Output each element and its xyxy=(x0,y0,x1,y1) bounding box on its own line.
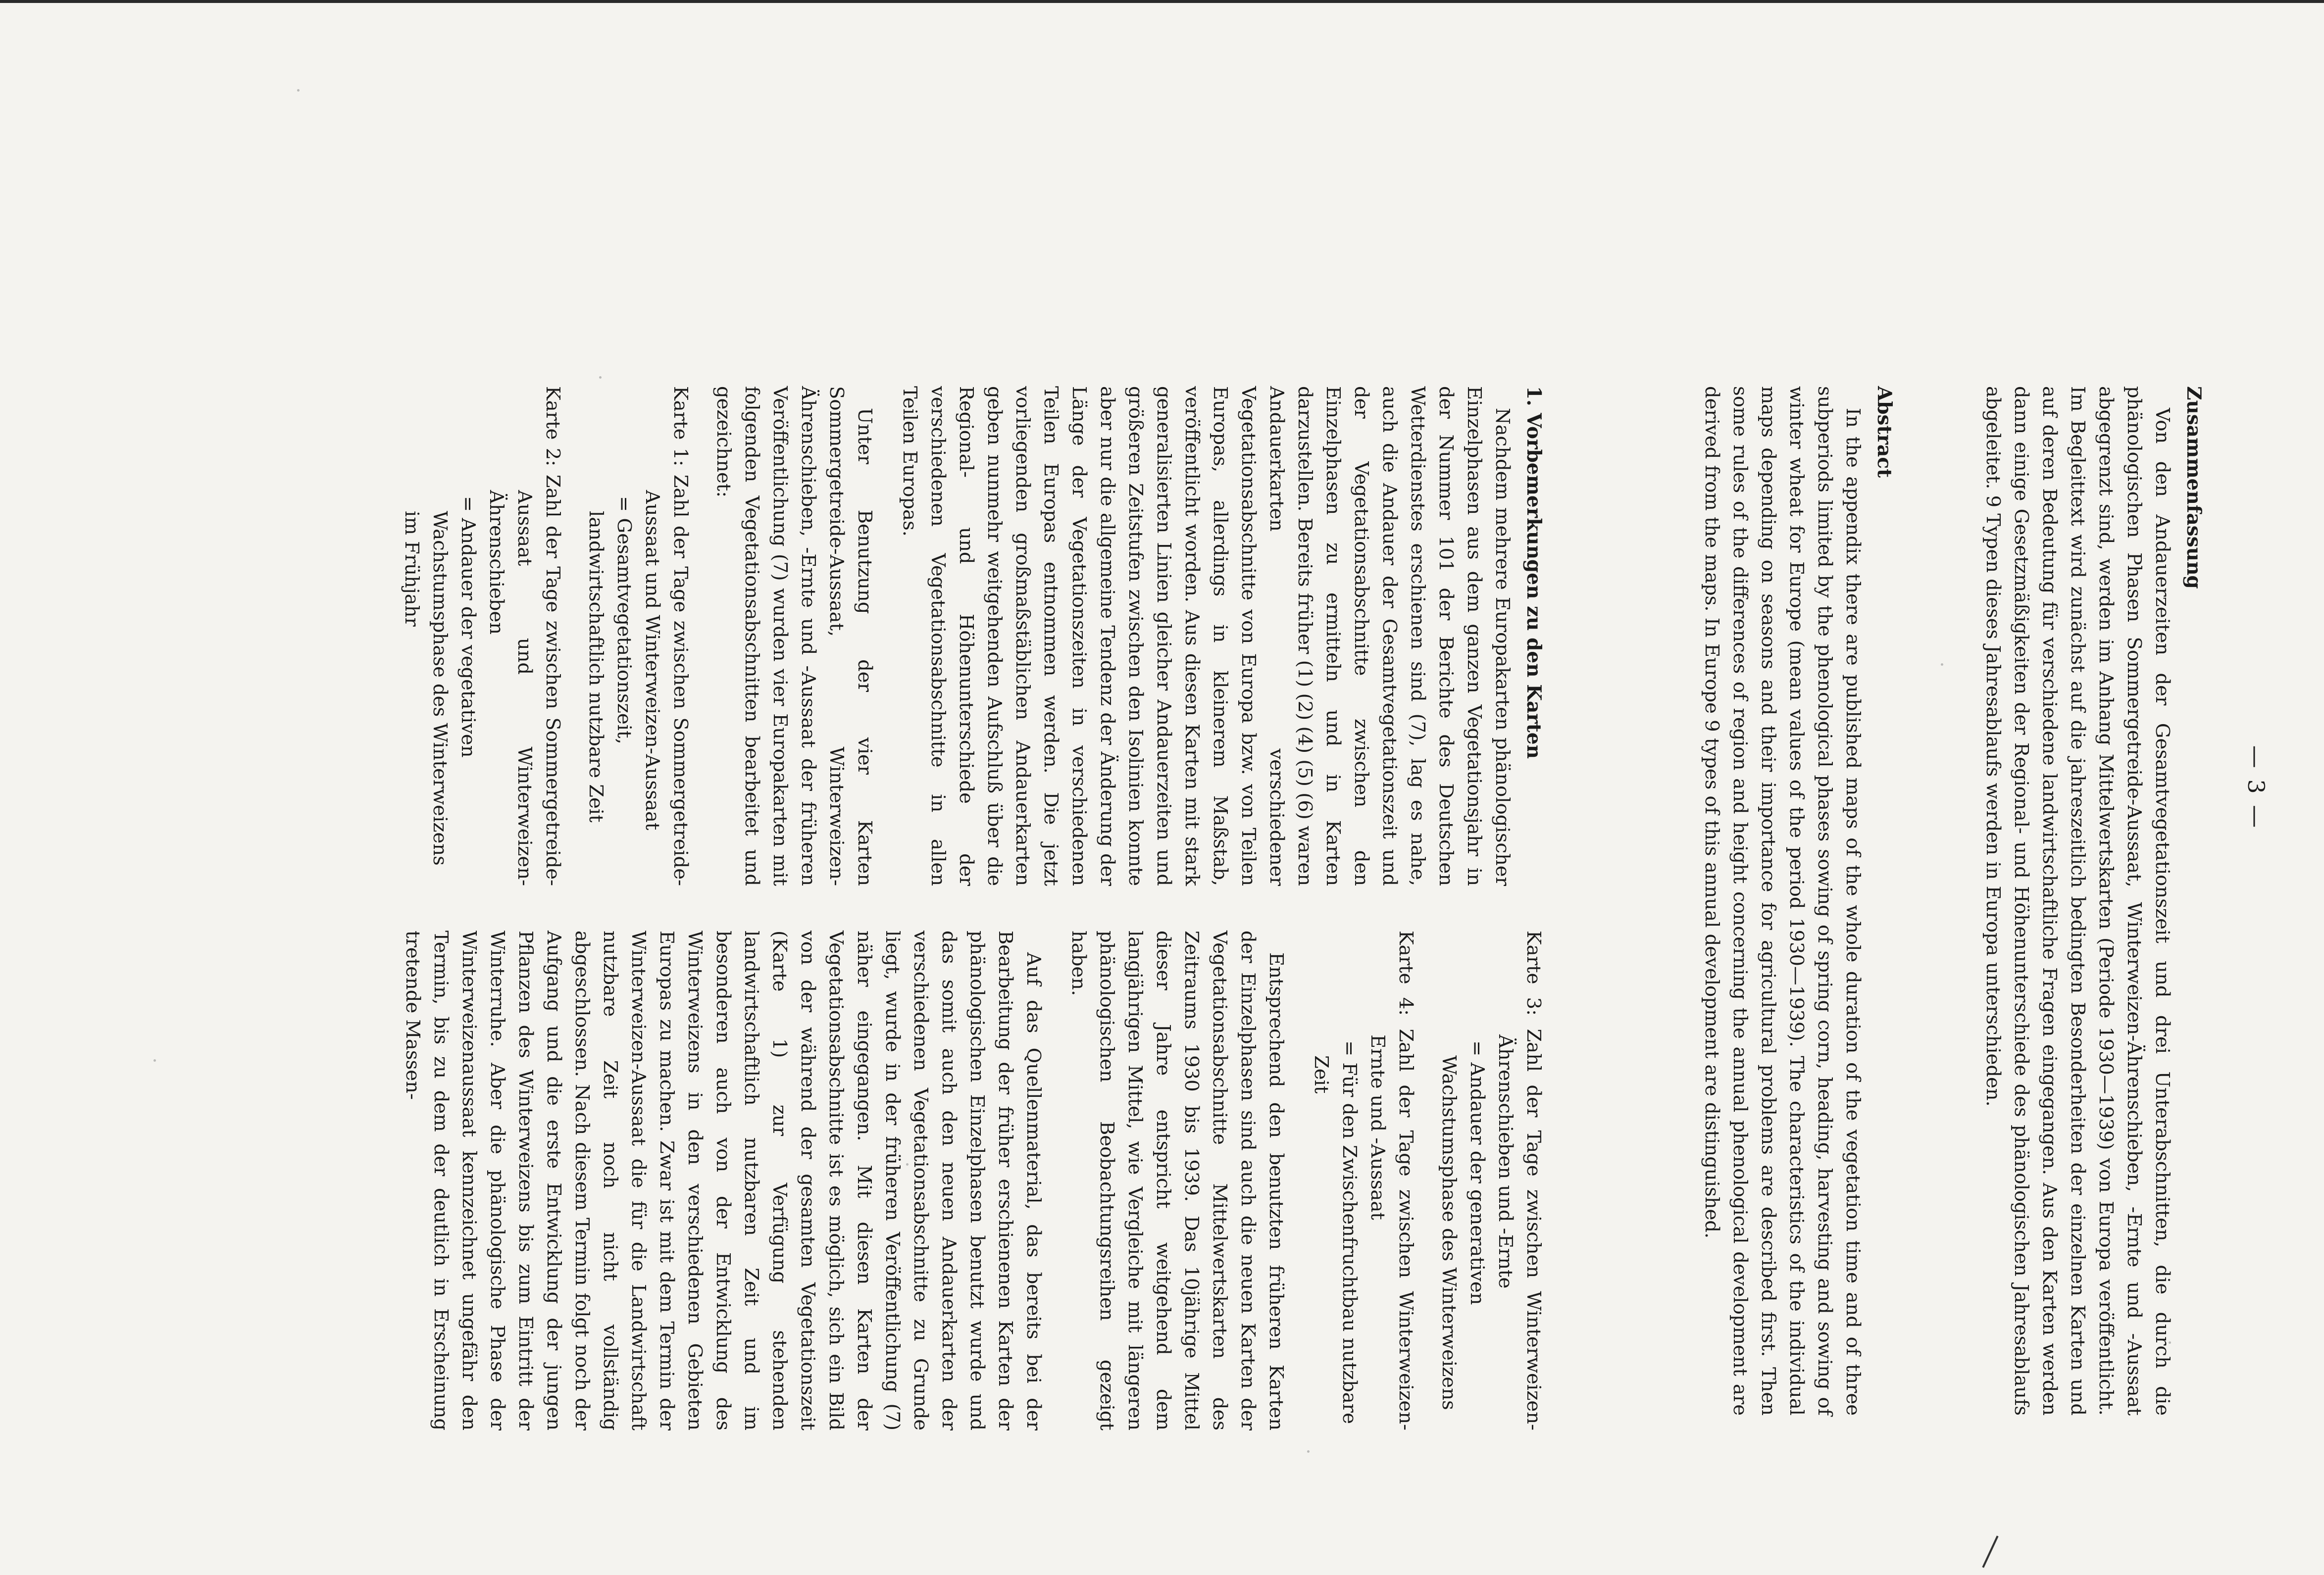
section-heading: 1. Vorbemerkungen zu den Karten xyxy=(1522,386,1545,759)
page-number: — 3 — xyxy=(2243,745,2270,830)
abstract-text: In the appendix there are published maps of the whole duration of the vegetation time and of three subperiods limited by the phenological phases sowing of spring corn, heading, harvesting and sowing of winter wheat for Europe (mean values of the period 1930—1939). The characteristics of the individual maps depending on seasons and their importance for agricultural problems are described first. Then some rules of the differences of region and height concerning the annual phenological development are derived from the maps. In Europe 9 types of this annual development are distinguished. xyxy=(1701,386,1864,1416)
right-column xyxy=(399,931,1548,1430)
abstract-section xyxy=(1698,386,1898,1416)
paragraph: Nachdem mehrere Europakarten phänologischer Einzelphasen aus dem ganzen Vegetationsjahr in der Nummer 101 der Berichte des Deutschen Wetterdienstes erschienen sind (7), lag es nahe, auch die Andauer der Gesamtvegetationszeit und der Vegetationsabschnitte zwischen den Einzelphasen zu ermitteln und in Karten darzustellen. Bereits früher (1) (2) (4) (5) (6) waren Andauerkarten verschiedener Vegetationsabschnitte von Europa bzw. von Teilen Europas, allerdings in kleinerem Maßstab, veröffentlicht worden. Aus diesen Karten mit stark generalisierten Linien gleicher Andauerzeiten und größeren Zeitstufen zwischen den Isolinien konnte aber nur die allgemeine Tendenz der Änderung der Länge der Vegetationszeiten in verschiedenen Teilen Europas entnommen werden. Die jetzt vorliegenden großmaßstäblichen Andauerkarten geben nunmehr weitgehenden Aufschluß über die Regional- und Höhenunterschiede der verschiedenen Vegetationsabschnitte in allen Teilen Europas. xyxy=(899,386,1514,886)
zusammenfassung-heading: Zusammenfassung xyxy=(2182,386,2205,589)
karte-2-entry xyxy=(398,386,567,886)
karte-3-title: Karte 3: Zahl der Tage zwischen Winterweizen-Ährenschieben und -Ernte xyxy=(1494,931,1545,1430)
karte-2-description: = Andauer der vegetativen Wachstumsphase des Winterweizens im Frühjahr xyxy=(401,496,479,866)
karte-1-title: Karte 1: Zahl der Tage zwischen Sommergetreide-Aussaat und Winterweizen-Aussaat xyxy=(641,386,692,886)
karte-4-title: Karte 4: Zahl der Tage zwischen Winterweizen-Ernte und -Aussaat xyxy=(1366,931,1417,1430)
karte-3-entry xyxy=(1435,931,1548,1430)
karte-4-description: = Für den Zwischenfruchtbau nutzbare Zeit xyxy=(1310,1040,1361,1424)
zusammenfassung-text: Von den Andauerzeiten der Gesamtvegetationszeit und drei Unterabschnitten, die durch die phänologischen Phasen Sommergetreide-Aussaat, Winterweizen-Ährenschieben, -Ernte und -Aussaat abgegrenzt sind, werden im Anhang Mittelwertskarten (Periode 1930—1939) von Europa veröffentlicht. Im Begleittext wird zunächst auf die jahreszeitlich bedingten Besonderheiten der einzelnen Karten und auf deren Bedeutung für verschiedene landwirtschaftliche Fragen eingegangen. Aus den Karten werden dann einige Gesetzmäßigkeiten der Regional- und Höhenunterschiede des phänologischen Jahresablaufs abgeleitet. 9 Typen dieses Jahresablaufs werden in Europa unterschieden. xyxy=(1982,386,2173,1416)
zusammenfassung-section xyxy=(1979,386,2208,1416)
karte-1-entry xyxy=(582,386,695,886)
abstract-heading: Abstract xyxy=(1873,386,1896,478)
karte-2-title: Karte 2: Zahl der Tage zwischen Sommergetreide-Aussaat und Winterweizen-Ährenschieben xyxy=(485,386,564,886)
paragraph: Auf das Quellenmaterial, das bereits bei der Bearbeitung der früher erschienenen Karten der phänologischen Einzelphasen benutzt wurde und das somit auch den neuen Andauerkarten der verschiedenen Vegetationsabschnitte zu Grunde liegt, wurde in der früheren Veröffentlichung (7) näher eingegangen. Mit diesen Karten der Vegetationsabschnitte ist es möglich, sich ein Bild von der während der gesamten Vegetationszeit (Karte 1) zur Verfügung stehenden landwirtschaftlich nutzbaren Zeit und im besonderen auch von der Entwicklung des Winterweizens in den verschiedenen Gebieten Europas zu machen. Zwar ist mit dem Termin der Winterweizen-Aussaat die für die Landwirtschaft nutzbare Zeit noch nicht vollständig abgeschlossen. Nach diesem Termin folgt noch der Aufgang und die erste Entwicklung der jungen Pflanzen des Winterweizens bis zum Eintritt der Winterruhe. Aber die phänologische Phase der Winterweizenaussaat kennzeichnet ungefähr den Termin, bis zu dem der deutlich in Erscheinung tretende Massen- xyxy=(402,931,1045,1430)
left-column xyxy=(398,386,1548,886)
karte-4-entry xyxy=(1307,931,1420,1430)
paragraph: Entsprechend den benutzten früheren Karten der Einzelphasen sind auch die neuen Karten der Vegetationsabschnitte Mittelwertskarten des Zeitraums 1930 bis 1939. Das 10jährige Mittel dieser Jahre entspricht weitgehend dem langjährigen Mittel, wie Vergleiche mit längeren phänologischen Beobachtungsreihen gezeigt haben. xyxy=(1067,931,1287,1430)
karte-1-description: = Gesamtvegetationszeit, landwirtschaftlich nutzbare Zeit xyxy=(585,496,635,823)
paragraph: Unter Benutzung der vier Karten Sommergetreide-Aussaat, Winterweizen-Ährenschieben, -Ernte und -Aussaat der früheren Veröffentlichung (7) wurden vier Europakarten mit folgenden Vegetationsabschnitten bearbeitet und gezeichnet: xyxy=(712,386,876,886)
karte-3-description: = Andauer der generativen Wachstumsphase des Winterweizens xyxy=(1438,1040,1488,1410)
